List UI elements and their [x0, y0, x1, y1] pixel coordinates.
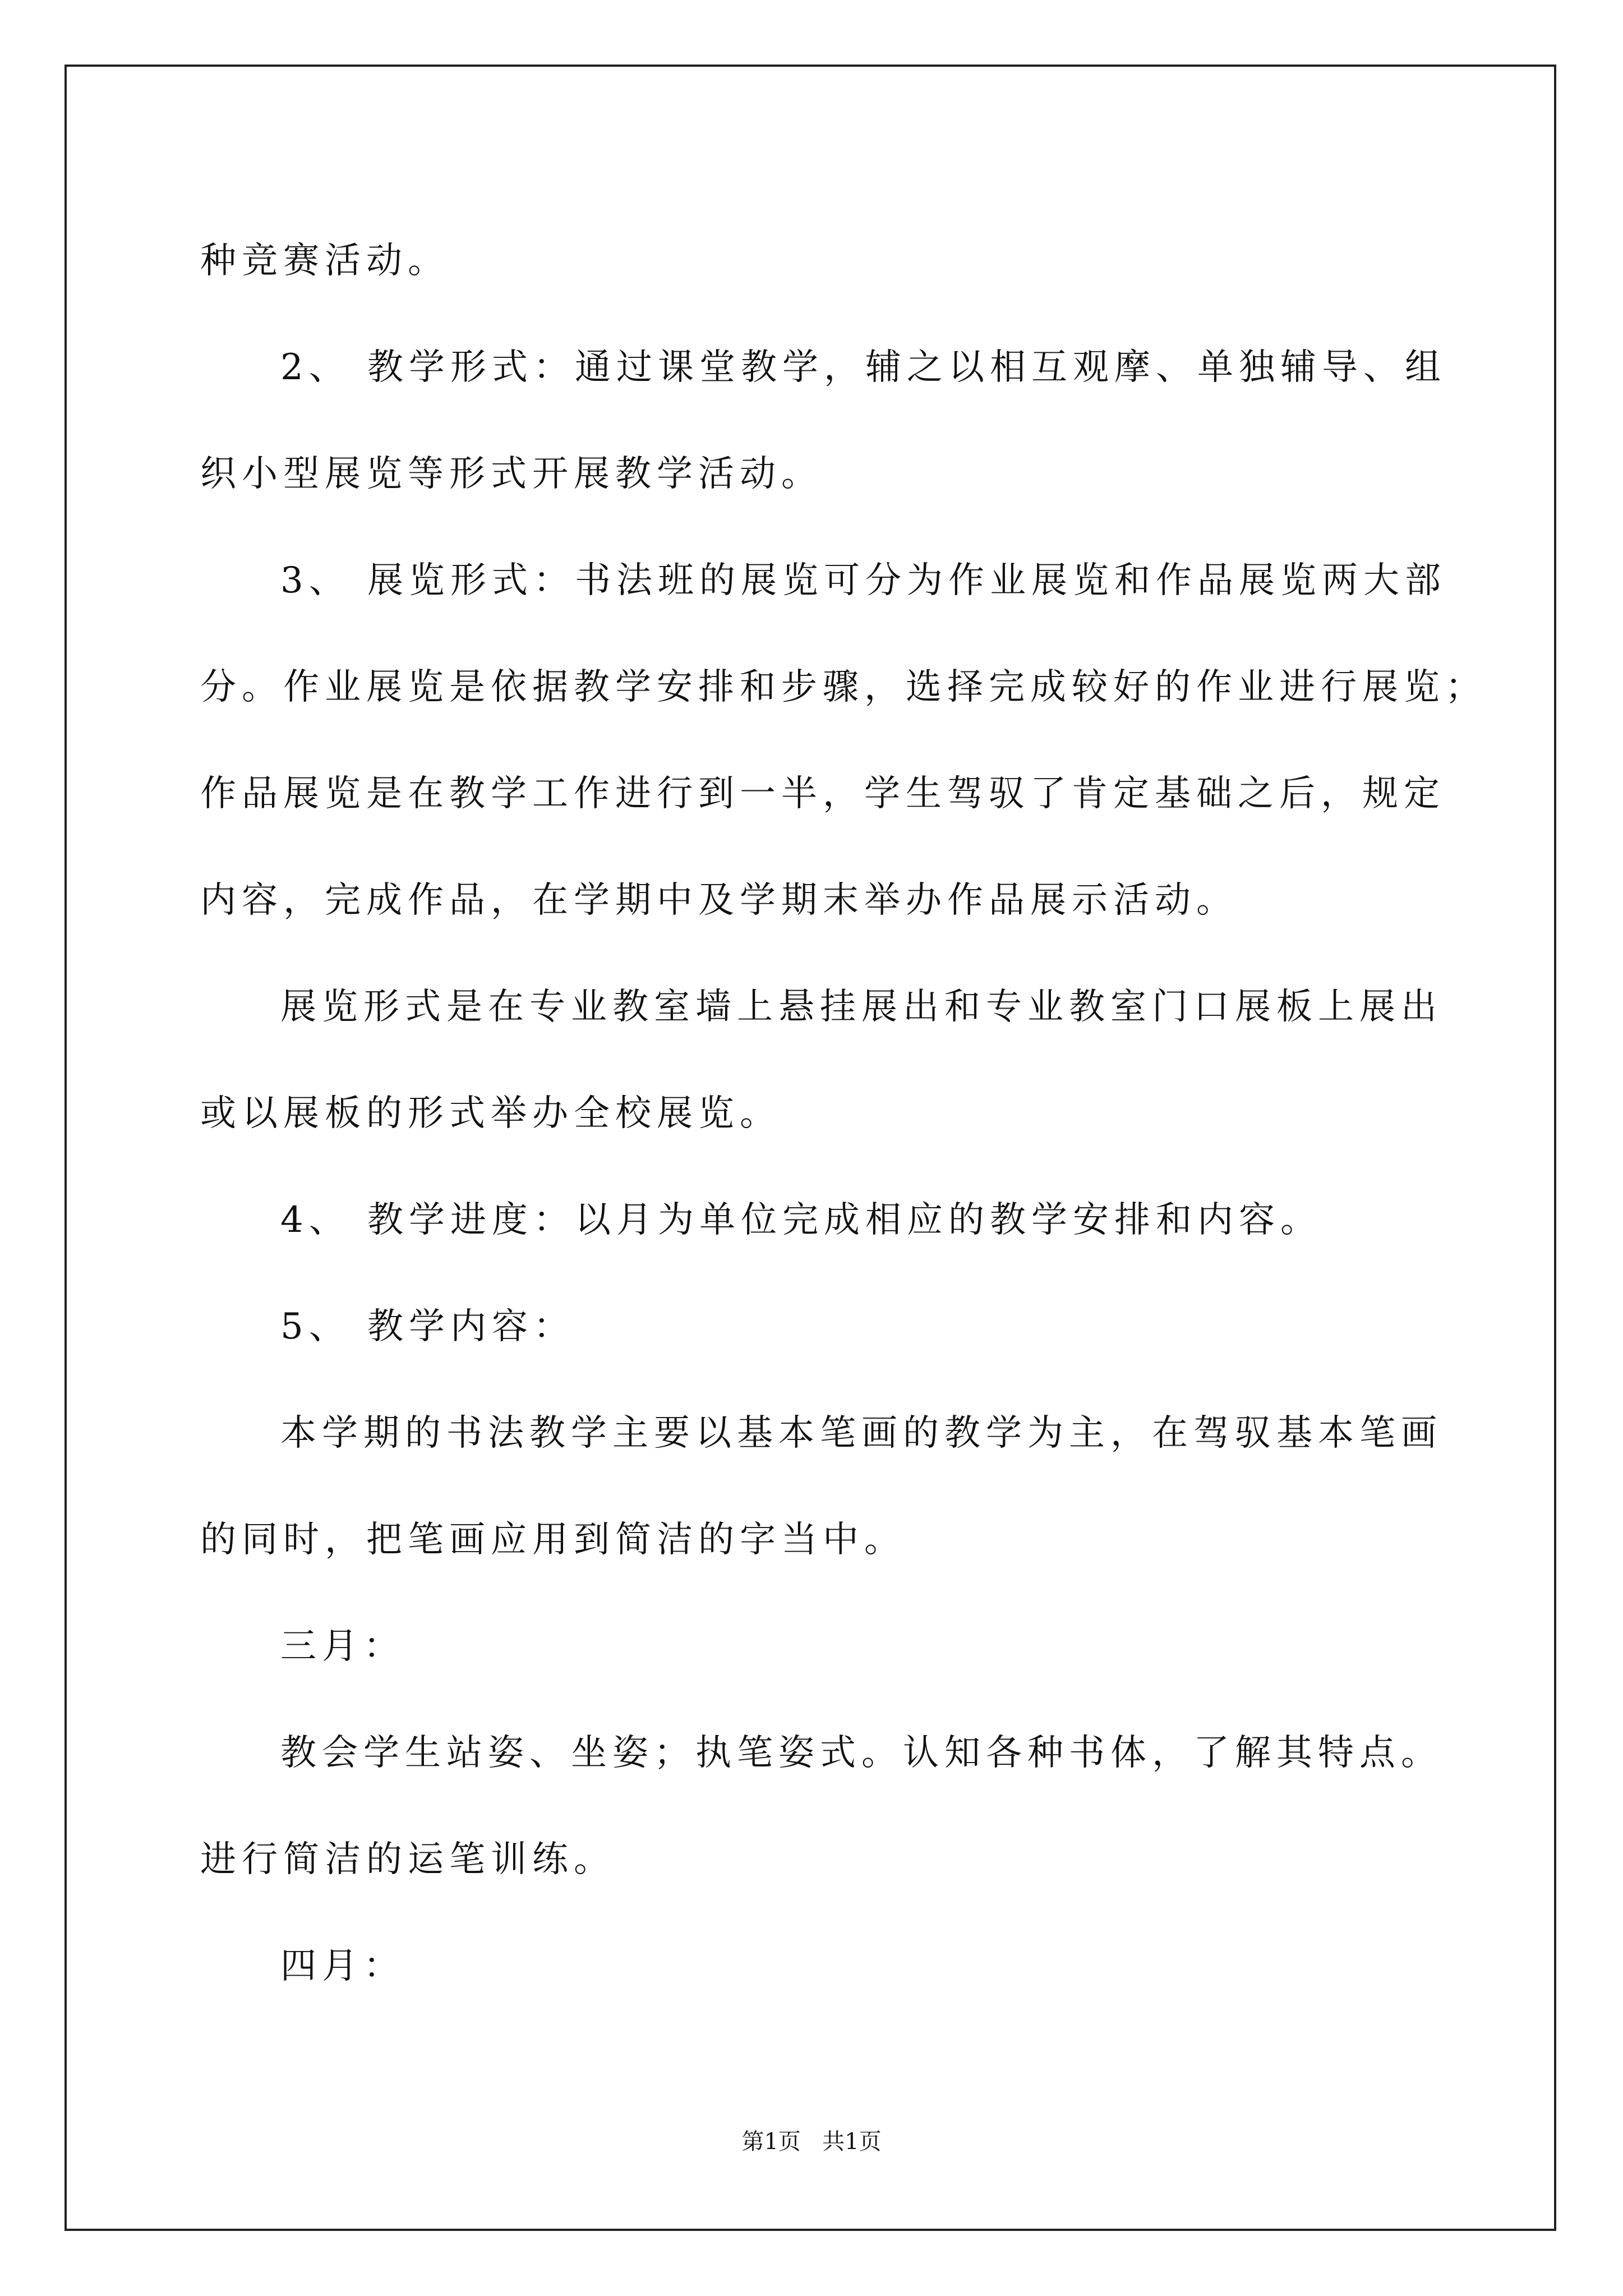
paragraph-line: 进行简洁的运笔训练。 — [200, 1839, 615, 1880]
paragraph-line: 3、 展览形式：书法班的展览可分为作业展览和作品展览两大部 — [280, 560, 1447, 601]
paragraph-line: 内容，完成作品，在学期中及学期末举办作品展示活动。 — [200, 880, 1238, 921]
paragraph-line: 本学期的书法教学主要以基本笔画的教学为主，在驾驭基本笔画 — [280, 1412, 1442, 1454]
document-body — [200, 208, 1487, 2019]
paragraph-line: 2、 教学形式：通过课堂教学，辅之以相互观摩、单独辅导、组 — [280, 347, 1447, 388]
paragraph-line: 5、 教学内容： — [280, 1306, 575, 1347]
paragraph-line: 四月： — [280, 1945, 405, 1987]
paragraph-line: 的同时，把笔画应用到简洁的字当中。 — [200, 1519, 906, 1561]
paragraph-line: 种竞赛活动。 — [200, 240, 449, 282]
paragraph-line: 织小型展览等形式开展教学活动。 — [200, 453, 823, 495]
paragraph-line: 展览形式是在专业教室墙上悬挂展出和专业教室门口展板上展出 — [280, 986, 1442, 1028]
paragraph-line: 作品展览是在教学工作进行到一半，学生驾驭了肯定基础之后，规定 — [200, 773, 1445, 815]
paragraph-line: 4、 教学进度：以月为单位完成相应的教学安排和内容。 — [280, 1199, 1322, 1241]
paragraph-line: 或以展板的形式举办全校展览。 — [200, 1093, 781, 1134]
paragraph-line: 教会学生站姿、坐姿；执笔姿式。认知各种书体，了解其特点。 — [280, 1732, 1442, 1774]
page-footer — [0, 2124, 1623, 2156]
page-number: 第1页 — [741, 2129, 801, 2155]
paragraph-line: 三月： — [280, 1626, 405, 1667]
paragraph-line: 分。作业展览是依据教学安排和步骤，选择完成较好的作业进行展览； — [200, 666, 1487, 708]
page-total: 共1页 — [822, 2129, 882, 2155]
